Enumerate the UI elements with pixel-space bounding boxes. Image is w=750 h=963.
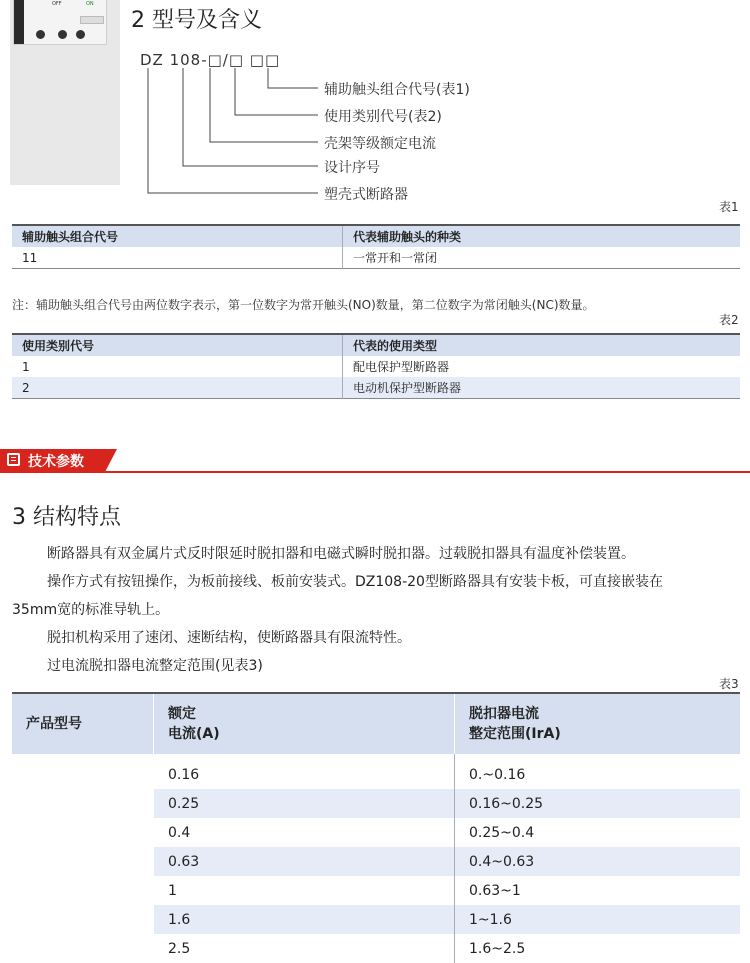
table-cell: 0.16 [154, 760, 455, 789]
table-header-row [12, 693, 740, 754]
model-code: DZ 108-□/□ □□ [140, 51, 281, 69]
paragraph: 35mm宽的标准导轨上。 [12, 602, 170, 618]
paragraph: 操作方式有按钮操作，为板前接线、板前安装式。DZ108-20型断路器具有安装卡板，可直接嵌装在 [47, 574, 663, 590]
table-cell: 0.25 [154, 789, 455, 818]
table-row [12, 247, 740, 269]
table-cell [12, 905, 154, 934]
table-row [12, 760, 740, 789]
paragraph: 脱扣机构采用了速闭、速断结构，使断路器具有限流特性。 [47, 630, 411, 646]
table2 [12, 333, 740, 399]
table-header-cell: 代表的使用类型 [343, 334, 741, 356]
table-cell: 1.6 [154, 905, 455, 934]
document-icon [7, 453, 20, 466]
table-header-cell: 使用类别代号 [12, 334, 343, 356]
table-cell: 2.5 [154, 934, 455, 963]
table-cell: 一常开和一常闭 [353, 251, 438, 265]
table3 [12, 692, 740, 963]
table-cell: 电动机保护型断路器 [343, 377, 741, 399]
table-cell: 2 [12, 377, 343, 399]
paragraph: 断路器具有双金属片式反时限延时脱扣器和电磁式瞬时脱扣器。过载脱扣器具有温度补偿装置。 [47, 546, 635, 562]
table-cell: 11 [12, 247, 343, 269]
table-cell: 0.25~0.4 [469, 824, 535, 841]
table2-label: 表2 [719, 313, 739, 327]
banner-label: 技术参数 [28, 454, 84, 470]
table-cell: 配电保护型断路器 [353, 360, 450, 374]
header-line: 整定范围(IrA) [469, 726, 561, 742]
header-line: 额定 [168, 706, 196, 722]
off-label: OFF [52, 1, 62, 7]
section-title: 3 结构特点 [12, 505, 121, 530]
table-row [12, 847, 740, 876]
legend-design-serial: 设计序号 [324, 160, 380, 176]
table-cell [12, 876, 154, 905]
table-row [12, 876, 740, 905]
legend-usage-category: 使用类别代号(表2) [324, 109, 442, 125]
table-cell [12, 818, 154, 847]
legend-mccb: 塑壳式断路器 [324, 187, 408, 203]
table-row [12, 356, 740, 377]
table-header-cell: 辅助触头组合代号 [12, 225, 343, 247]
table-row [12, 905, 740, 934]
table-cell: 1.6~2.5 [469, 940, 526, 957]
table-cell: 0.4~0.63 [455, 847, 741, 876]
table-row [12, 789, 740, 818]
table-cell: 1 [12, 356, 343, 377]
table1-note: 注：辅助触头组合代号由两位数字表示，第一位数字为常开触头(NO)数量，第二位数字为常闭触头(NC)数量。 [12, 298, 595, 312]
table-cell [12, 760, 154, 789]
legend-aux-contact: 辅助触头组合代号(表1) [324, 82, 470, 98]
section-title: 2 型号及含义 [131, 8, 262, 33]
table-header-row [12, 334, 740, 356]
table-cell: 0.63~1 [469, 882, 521, 899]
section-banner [0, 446, 750, 472]
table-row [12, 818, 740, 847]
table-header-cell: 产品型号 [12, 693, 154, 754]
model-code-diagram [0, 0, 750, 210]
table-header-cell [154, 693, 455, 754]
header-line: 脱扣器电流 [469, 706, 539, 722]
table-cell [12, 789, 154, 818]
table1-label: 表1 [719, 200, 739, 214]
table-cell [12, 847, 154, 876]
table-cell: 0.16~0.25 [455, 789, 741, 818]
legend-frame-current: 壳架等级额定电流 [324, 136, 436, 152]
table-header-cell [455, 693, 741, 754]
table-cell: 1 [154, 876, 455, 905]
table-cell: 0.63 [154, 847, 455, 876]
table-header-row [12, 225, 740, 247]
table3-label: 表3 [719, 677, 739, 691]
on-label: ON [86, 1, 94, 7]
table1 [12, 224, 740, 269]
table-cell: 0.~0.16 [469, 766, 526, 783]
table-header-cell: 代表辅助触头的种类 [343, 225, 741, 247]
table-cell: 1~1.6 [455, 905, 741, 934]
table-row [12, 377, 740, 399]
paragraph: 过电流脱扣器电流整定范围(见表3) [47, 658, 263, 674]
header-line: 电流(A) [168, 726, 220, 742]
table-cell: 0.4 [154, 818, 455, 847]
